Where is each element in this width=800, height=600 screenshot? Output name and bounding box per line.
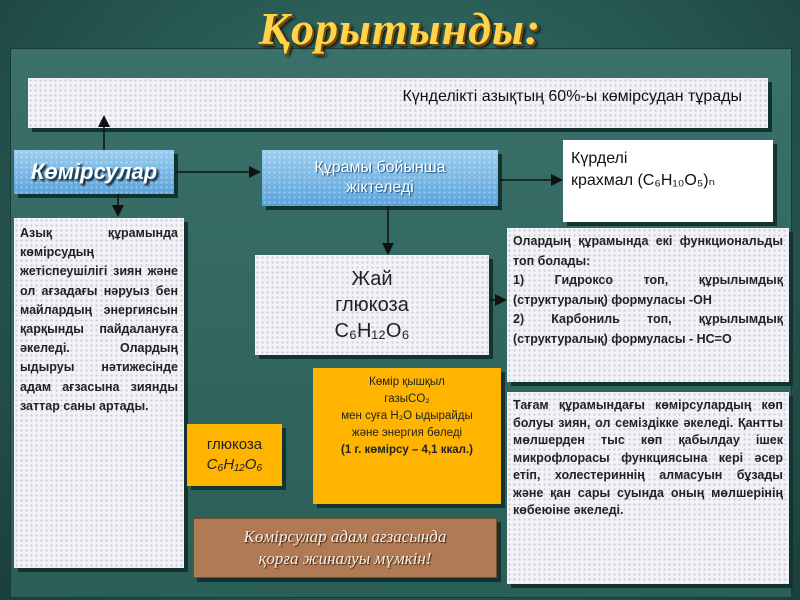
complex-line-2: крахмал (C₆H₁₀O₅)ₙ (571, 172, 715, 189)
daily-food-text: Күнделікті азықтың 60%-ы көмірсудан тұрады (402, 88, 742, 105)
accumulation-line-2: қорға жиналуы мүмкін! (258, 549, 432, 568)
complex-line-1: Күрделі (571, 150, 628, 167)
daily-food-box (28, 78, 768, 128)
simple-line-1: Жай (351, 268, 393, 290)
glucose-formula: C₆H₁₂O₆ (206, 456, 263, 473)
carbohydrates-box (14, 150, 174, 194)
accumulation-line-1: Көмірсулар адам ағзасында (243, 527, 447, 546)
excess-carbs-box: Тағам құрамындағы көмірсулардың көп болуы зиян, ол семіздікке әкеледі. Қантты мөлшерден тыс көп қабылдау ішек микрофлорасы функциясына кері әсер етіп, холестериннің алмасуын бұзады және қан сары суында оның мөлшерінің көбеюіне әкеледі. (507, 392, 789, 584)
simple-glucose-box (255, 255, 489, 355)
co2-line-3: мен суға H₂O ыдырайды (341, 410, 473, 422)
co2-breakdown-box (313, 368, 501, 504)
accumulation-box (193, 518, 497, 578)
simple-line-2: глюкоза (335, 294, 409, 316)
co2-line-2: газыCO₂ (384, 393, 430, 405)
glucose-box (187, 424, 282, 486)
co2-line-5: (1 г. көмірсу – 4,1 ккал.) (341, 444, 473, 456)
carbohydrates-label: Көмірсулар (30, 159, 158, 184)
functional-groups-carbonyl: 2) Карбониль топ, құрылымдық (структуралық) формуласы - НС=О (513, 312, 783, 346)
classification-line-1: Құрамы бойынша (314, 159, 446, 176)
simple-formula: C₆H₁₂O₆ (334, 320, 410, 342)
classification-text (314, 158, 445, 198)
functional-groups-hydroxo: 1) Гидроксо топ, құрылымдық (структуралық) формуласы -ОН (513, 273, 783, 307)
co2-line-4: және энергия бөледі (351, 427, 463, 439)
complex-carbs-box (563, 140, 773, 222)
glucose-label: глюкоза (206, 436, 263, 453)
deficiency-box: Азық құрамында көмірсудың жетіспеушілігі зиян және ол ағзадағы нәруыз бен майлардың энергиясын қарқынды пайдалануға әкеледі. Олардың ыдыруы нәтижесінде адам ағзасына зиянды заттар саны артады. (14, 218, 184, 568)
classification-line-2: жіктеледі (346, 179, 414, 196)
page-title: Қорытынды: (258, 3, 542, 54)
functional-groups-box (507, 228, 789, 382)
co2-line-1: Көмір қышқыл (369, 376, 445, 388)
functional-groups-intro: Олардың құрамында екі функциональды топ болады: (513, 234, 783, 268)
classification-box (262, 150, 498, 206)
